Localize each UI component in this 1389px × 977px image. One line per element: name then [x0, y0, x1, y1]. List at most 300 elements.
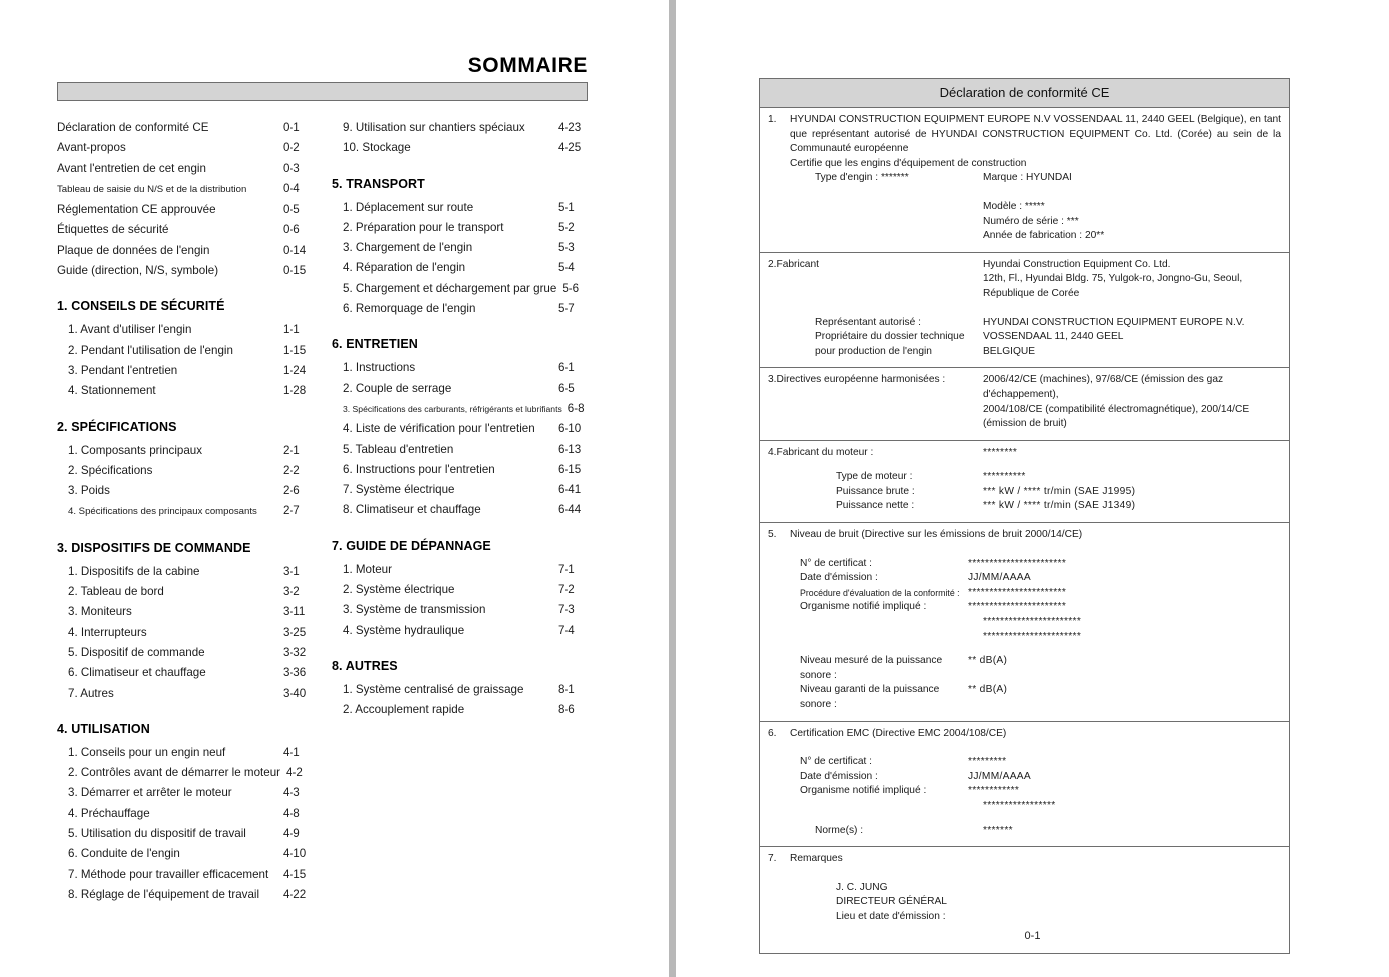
toc-entry-label: 4. Système hydraulique [343, 623, 465, 637]
toc-entry[interactable] [332, 198, 588, 218]
ce-emc-row [768, 784, 1281, 799]
toc-dot-leader [150, 632, 280, 633]
ce-moteur-rows [768, 470, 1281, 514]
toc-entry-label: 10. Stockage [343, 141, 411, 155]
ce-row-1-paragraph: HYUNDAI CONSTRUCTION EQUIPMENT EUROPE N.V VOSSENDAAL 11, 2440 GEEL (Belgique), en tant que représentant autorisé de HYUNDAI CONSTRUCTION EQUIPMENT Co. Ltd. (Corée) au sein de la Communauté européenne [790, 114, 1281, 155]
toc-entry-page: 4-1 [283, 745, 300, 759]
toc-dot-leader [209, 168, 280, 169]
ce-row-3 [760, 368, 1289, 440]
ce-bruit-row [768, 600, 1281, 615]
toc-entry-page: 6-15 [558, 462, 582, 476]
toc-dot-leader [454, 388, 555, 389]
ce-moteur-row [768, 499, 1281, 514]
toc-entry[interactable] [332, 460, 588, 480]
toc-entry-label: 1. Dispositifs de la cabine [68, 564, 200, 578]
ce-fabricant-moteur-value: ******** [983, 446, 1018, 458]
toc-dot-leader [475, 247, 555, 248]
toc-entry-page: 2-6 [283, 484, 300, 498]
ce-fabricant-l3: République de Corée [983, 287, 1080, 299]
toc-entry[interactable] [57, 381, 313, 401]
toc-section-heading: 3. DISPOSITIFS DE COMMANDE [57, 540, 251, 555]
ce-row-4 [760, 441, 1289, 523]
toc-group [57, 420, 313, 523]
ce-row-6-number: 6. [768, 727, 777, 739]
ce-kv-value: *********************** [968, 557, 1067, 569]
page-title: SOMMAIRE [467, 54, 588, 77]
toc-dot-leader [228, 752, 280, 753]
toc-entry[interactable] [332, 399, 588, 419]
ce-kv-value: *********************** [968, 586, 1067, 598]
ce-kv-label: Type de moteur : [836, 471, 913, 483]
ce-directives-line [768, 373, 1281, 402]
toc-entry-page: 5-1 [558, 200, 575, 214]
toc-entry-label: 6. Remorquage de l'engin [343, 302, 476, 316]
ce-directives-label: 3.Directives européenne harmonisées : [768, 374, 946, 386]
toc-entry-label: 2. Spécifications [68, 463, 153, 477]
toc-entry[interactable] [332, 700, 588, 720]
toc-entry[interactable] [57, 361, 313, 381]
toc-dot-leader [456, 449, 555, 450]
toc-group [332, 337, 588, 520]
ce-directives-v1: 2006/42/CE (machines), 97/68/CE (émission des gaz d'échappement), [983, 374, 1224, 400]
ce-directives-v3: (émission de bruit) [983, 418, 1067, 430]
toc-entry-label: 7. Système électrique [343, 483, 455, 497]
toc-entry[interactable] [57, 501, 313, 522]
toc-entry-page: 4-9 [283, 827, 300, 841]
toc-entry-label: Avant-propos [57, 141, 126, 155]
toc-entry-label: Étiquettes de sécurité [57, 223, 169, 237]
ce-annee-fabrication: Année de fabrication : 20** [983, 230, 1105, 242]
toc-entry[interactable] [332, 621, 588, 641]
ce-fabricant-moteur-label: 4.Fabricant du moteur : [768, 446, 874, 458]
toc-entry-page: 4-22 [283, 887, 307, 901]
toc-dot-leader [271, 874, 280, 875]
ce-representant-line-2 [768, 330, 1281, 345]
toc-dot-leader [478, 308, 555, 309]
toc-dot-leader [538, 428, 555, 429]
ce-kv-value: ** dB(A) [968, 655, 1008, 667]
toc-dot-leader [414, 147, 555, 148]
toc-entry[interactable] [57, 763, 313, 783]
toc-entry-page: 0-2 [283, 141, 300, 155]
toc-entry[interactable] [332, 218, 588, 238]
toc-entry[interactable] [57, 159, 313, 179]
toc-entry[interactable] [332, 480, 588, 500]
ce-marque: Marque : HYUNDAI [983, 172, 1072, 184]
toc-section-heading: 8. AUTRES [332, 658, 398, 673]
toc-entry-label: 2. Couple de serrage [343, 381, 452, 395]
ce-representant-line-3 [768, 345, 1281, 360]
toc-entry-label: 8. Réglage de l'équipement de travail [68, 887, 260, 901]
ce-numero-serie: Numéro de série : *** [983, 215, 1079, 227]
ce-norme-line [768, 824, 1281, 839]
toc-entry-page: 5-3 [558, 241, 575, 255]
toc-entry-page: 2-1 [283, 443, 300, 457]
toc-entry-page: 1-28 [283, 384, 307, 398]
toc-group [57, 299, 313, 401]
toc-entry-page: 6-13 [558, 442, 582, 456]
toc-dot-leader [208, 652, 280, 653]
toc-group [332, 177, 588, 320]
ce-place-date: Lieu et date d'émission : [836, 910, 946, 922]
toc-entry-label: 4. Interrupteurs [68, 625, 147, 639]
toc-entry[interactable] [57, 481, 313, 501]
toc-dot-leader [249, 188, 280, 189]
toc-entry-page: 5-7 [558, 302, 575, 316]
toc-entry-page: 1-1 [283, 323, 300, 337]
ce-kv-label: N° de certificat : [800, 756, 873, 768]
toc-entry-label: 2. Tableau de bord [68, 585, 164, 599]
toc-entry-page: 7-4 [558, 623, 575, 637]
toc-group [57, 722, 313, 905]
toc-dot-leader [202, 571, 280, 572]
ce-emc-row [768, 770, 1281, 785]
ce-kv-label: Puissance nette : [836, 500, 915, 512]
toc-entry[interactable] [57, 461, 313, 481]
toc-group [332, 659, 588, 721]
toc-entry-page: 3-1 [283, 564, 300, 578]
ce-signer-role: DIRECTEUR GÉNÉRAL [836, 896, 947, 908]
toc-entry-page: 4-25 [558, 141, 582, 155]
toc-entry-label: Plaque de données de l'engin [57, 243, 210, 257]
toc-entry[interactable] [332, 560, 588, 580]
toc-dot-leader [395, 569, 555, 570]
ce-table-header: Déclaration de conformité CE [760, 79, 1289, 108]
toc-entry-label: 4. Préchauffage [68, 806, 150, 820]
toc-entry-label: 3. Spécifications des carburants, réfrigérants et lubrifiants [343, 403, 562, 414]
ce-modele: Modèle : ***** [983, 200, 1045, 212]
toc-entry-page: 5-2 [558, 220, 575, 234]
toc-dot-leader [194, 329, 280, 330]
ce-kv-label: Puissance brute : [836, 485, 915, 497]
toc-entry-label: 4. Réparation de l'engin [343, 261, 466, 275]
toc-entry-label: 2. Système électrique [343, 583, 455, 597]
toc-entry-label: 6. Instructions pour l'entretien [343, 462, 495, 476]
toc-entry[interactable] [332, 379, 588, 399]
toc-dot-leader [167, 591, 280, 592]
toc-entry-label: 7. Autres [68, 686, 114, 700]
ce-puissance-sonore-rows [768, 654, 1281, 712]
toc-entry-page: 2-7 [283, 504, 300, 518]
toc-entry-label: 3. Pendant l'entretien [68, 363, 178, 377]
ce-row-5-number: 5. [768, 529, 777, 541]
toc-dot-leader [418, 367, 555, 368]
toc-dot-leader [209, 672, 280, 673]
toc-columns [57, 118, 588, 905]
ce-bruit-row [768, 557, 1281, 572]
ce-emc-rows [768, 755, 1281, 799]
toc-group [332, 118, 588, 159]
toc-entry-label: 1. Déplacement sur route [343, 200, 474, 214]
ce-bruit-row [768, 571, 1281, 586]
toc-dot-leader [457, 589, 555, 590]
toc-entry-page: 8-6 [558, 703, 575, 717]
ce-kv-value: ********* [968, 756, 1007, 768]
toc-column-left [57, 118, 313, 905]
ce-bruit-rows [768, 557, 1281, 615]
toc-entry-page: 4-2 [286, 766, 303, 780]
toc-entry-page: 4-3 [283, 786, 300, 800]
ce-directives-v2: 2004/108/CE (compatibilité électromagnétique), 200/14/CE [983, 403, 1250, 415]
toc-entry[interactable] [332, 600, 588, 620]
ce-moteur-row [768, 470, 1281, 485]
toc-entry-label: 5. Chargement et déchargement par grue [343, 281, 557, 295]
toc-entry-label: 3. Démarrer et arrêter le moteur [68, 786, 232, 800]
toc-entry-page: 8-1 [558, 682, 575, 696]
toc-dot-leader [219, 209, 280, 210]
toc-entry-page: 6-1 [558, 361, 575, 375]
toc-entry-page: 1-15 [283, 343, 307, 357]
toc-dot-leader [221, 270, 280, 271]
toc-entry-page: 3-11 [283, 605, 306, 619]
toc-entry-page: 4-15 [283, 867, 307, 881]
toc-dot-leader [117, 693, 280, 694]
ce-fabricant-l1: Hyundai Construction Equipment Co. Ltd. [983, 258, 1171, 270]
toc-entry-label: 8. Climatiseur et chauffage [343, 503, 481, 517]
ce-kv-label: Procédure d'évaluation de la conformité : [800, 587, 960, 598]
toc-dot-leader [498, 469, 555, 470]
toc-entry[interactable] [57, 684, 313, 704]
toc-dot-leader [476, 207, 555, 208]
toc-entry-label: 7. Méthode pour travailler efficacement [68, 867, 269, 881]
toc-entry[interactable] [57, 179, 313, 200]
toc-group [332, 539, 588, 641]
ce-row-6 [760, 722, 1289, 848]
toc-section-heading: 7. GUIDE DE DÉPANNAGE [332, 538, 491, 553]
toc-entry[interactable] [57, 562, 313, 582]
toc-entry[interactable] [57, 663, 313, 683]
toc-dot-leader [506, 227, 555, 228]
toc-entry-label: Guide (direction, N/S, symbole) [57, 264, 219, 278]
ce-bruit-extra-2: *********************** [983, 630, 1082, 642]
toc-dot-leader [155, 470, 280, 471]
toc-entry-label: 5. Tableau d'entretien [343, 442, 454, 456]
toc-entry-label: 4. Liste de vérification pour l'entretien [343, 422, 535, 436]
toc-entry-page: 4-10 [283, 847, 307, 861]
toc-entry-label: Réglementation CE approuvée [57, 203, 216, 217]
toc-entry-label: 1. Instructions [343, 361, 416, 375]
toc-entry-page: 3-40 [283, 686, 307, 700]
ce-bruit-row [768, 586, 1281, 601]
toc-entry[interactable] [332, 299, 588, 319]
toc-entry[interactable] [57, 241, 313, 261]
toc-dot-leader [249, 833, 280, 834]
toc-entry[interactable] [332, 118, 588, 138]
toc-entry-label: 2. Préparation pour le transport [343, 220, 504, 234]
ce-emc-row [768, 755, 1281, 770]
ce-kv-value: *** kW / **** tr/min (SAE J1995) [983, 485, 1136, 497]
ce-fabricant-l2: 12th, Fl., Hyundai Bldg. 75, Yulgok-ro, Jongno-Gu, Seoul, [983, 273, 1243, 285]
toc-dot-leader [159, 390, 280, 391]
toc-entry[interactable] [57, 220, 313, 240]
toc-entry-label: 2. Accouplement rapide [343, 703, 465, 717]
page-ce-declaration [676, 0, 1389, 977]
toc-entry-label: 1. Avant d'utiliser l'engin [68, 323, 192, 337]
ce-kv-label: Date d'émission : [800, 770, 878, 782]
toc-dot-leader [526, 689, 555, 690]
ce-kv-label: Niveau mesuré de la puissance sonore : [800, 655, 943, 681]
toc-entry[interactable] [57, 261, 313, 281]
toc-dot-leader [113, 490, 280, 491]
toc-section-heading: 5. TRANSPORT [332, 176, 425, 191]
toc-dot-leader [467, 709, 555, 710]
toc-group [57, 541, 313, 704]
toc-entry-label: Avant l'entretien de cet engin [57, 161, 206, 175]
ce-proprietaire-dossier: Propriétaire du dossier technique [815, 331, 965, 343]
toc-dot-leader [488, 609, 555, 610]
toc-entry[interactable] [332, 419, 588, 439]
toc-entry-page: 2-2 [283, 463, 300, 477]
toc-dot-leader [212, 250, 280, 251]
ce-sonore-row [768, 683, 1281, 712]
ce-row-7-number: 7. [768, 853, 777, 865]
title-rule-bar [57, 82, 588, 101]
ce-emc-extra-1: ***************** [983, 799, 1056, 811]
toc-entry[interactable] [57, 138, 313, 158]
toc-entry-label: Déclaration de conformité CE [57, 121, 209, 134]
toc-dot-leader [172, 229, 281, 230]
toc-entry-label: 3. Poids [68, 484, 110, 498]
toc-entry-label: 3. Chargement de l'engin [343, 241, 473, 255]
toc-entry-label: 4. Stationnement [68, 384, 156, 398]
toc-entry[interactable] [57, 582, 313, 602]
toc-entry[interactable] [57, 441, 313, 461]
toc-entry-page: 3-25 [283, 625, 307, 639]
ce-kv-value: JJ/MM/AAAA [968, 770, 1032, 782]
ce-moteur-row [768, 485, 1281, 500]
ce-kv-label: N° de certificat : [800, 557, 873, 569]
toc-entry[interactable] [57, 602, 313, 622]
ce-kv-value: ************ [968, 785, 1020, 797]
ce-kv-value: ** dB(A) [968, 684, 1008, 696]
toc-section-heading: 2. SPÉCIFICATIONS [57, 419, 177, 434]
toc-dot-leader [528, 127, 555, 128]
toc-entry-page: 0-5 [283, 203, 300, 217]
toc-entry-label: 2. Contrôles avant de démarrer le moteur [68, 766, 281, 780]
toc-entry-page: 1-24 [283, 363, 307, 377]
toc-entry-label: 5. Dispositif de commande [68, 645, 205, 659]
page-gutter-divider [669, 0, 676, 977]
ce-signer-name: J. C. JUNG [836, 881, 888, 893]
ce-kv-value: ********** [983, 471, 1026, 483]
toc-entry-page: 3-2 [283, 585, 300, 599]
toc-entry-label: 3. Moniteurs [68, 605, 132, 619]
toc-dot-leader [235, 792, 280, 793]
toc-entry[interactable] [57, 341, 313, 361]
toc-entry[interactable] [332, 358, 588, 378]
toc-entry[interactable] [57, 643, 313, 663]
toc-entry[interactable] [332, 680, 588, 700]
toc-entry[interactable] [57, 885, 313, 905]
toc-entry-page: 0-14 [283, 243, 307, 257]
toc-entry[interactable] [332, 138, 588, 158]
ce-norme-value: ******* [983, 824, 1013, 836]
ce-fabricant-label: 2.Fabricant [768, 258, 819, 270]
toc-entry[interactable] [332, 440, 588, 460]
toc-entry-page: 3-36 [283, 666, 307, 680]
toc-entry[interactable] [57, 783, 313, 803]
toc-entry[interactable] [57, 623, 313, 643]
toc-entry-label: 3. Système de transmission [343, 603, 486, 617]
toc-column-right [332, 118, 588, 905]
toc-entry-label: 1. Conseils pour un engin neuf [68, 745, 226, 759]
toc-entry[interactable] [57, 200, 313, 220]
toc-entry[interactable] [332, 580, 588, 600]
toc-dot-leader [183, 853, 280, 854]
toc-entry-label: Tableau de saisie du N/S et de la distribution [57, 183, 247, 195]
toc-dot-leader [180, 370, 280, 371]
toc-section-heading: 6. ENTRETIEN [332, 337, 418, 352]
ce-kv-value: *********************** [968, 601, 1067, 613]
toc-section-heading: 4. UTILISATION [57, 721, 150, 736]
page-sommaire [0, 0, 669, 977]
toc-entry-label: 2. Pendant l'utilisation de l'engin [68, 343, 233, 357]
toc-entry[interactable] [57, 118, 313, 138]
toc-dot-leader [457, 489, 555, 490]
ce-kv-label: Date d'émission : [800, 572, 878, 584]
ce-norme-label: Norme(s) : [815, 824, 864, 836]
toc-entry-page: 0-4 [283, 181, 300, 195]
toc-entry[interactable] [57, 844, 313, 864]
toc-entry-label: 4. Spécifications des principaux composants [68, 506, 257, 518]
toc-entry-page: 6-44 [558, 503, 582, 517]
ce-bruit-extra-1: *********************** [983, 616, 1082, 628]
toc-entry[interactable] [57, 320, 313, 340]
ce-declaration-table [759, 78, 1290, 954]
toc-dot-leader [262, 894, 280, 895]
toc-entry[interactable] [332, 500, 588, 520]
toc-entry-page: 0-3 [283, 161, 300, 175]
ce-representant-label: Représentant autorisé : [815, 316, 921, 328]
toc-entry[interactable] [332, 238, 588, 258]
toc-entry-page: 3-32 [283, 645, 307, 659]
toc-entry-label: 6. Conduite de l'engin [68, 847, 180, 861]
folio-page-number: 0-1 [1024, 930, 1041, 942]
toc-dot-leader [484, 509, 555, 510]
toc-entry-page: 0-6 [283, 223, 300, 237]
toc-entry-label: 9. Utilisation sur chantiers spéciaux [343, 121, 525, 134]
toc-dot-leader [129, 147, 280, 148]
toc-entry-page: 7-3 [558, 603, 575, 617]
toc-entry[interactable] [57, 824, 313, 844]
toc-entry[interactable] [332, 279, 588, 299]
ce-certifie-line: Certifie que les engins d'équipement de construction [790, 157, 1027, 169]
toc-entry-page: 0-1 [283, 121, 300, 134]
ce-row-2 [760, 253, 1289, 369]
ce-remarques-title: Remarques [790, 853, 843, 865]
toc-entry-page: 7-2 [558, 583, 575, 597]
ce-representant-line-1 [768, 316, 1281, 331]
toc-entry-page: 5-6 [562, 281, 580, 295]
toc-dot-leader [135, 611, 280, 612]
toc-entry-page: 6-10 [558, 422, 582, 436]
ce-representant-v3: BELGIQUE [983, 345, 1036, 357]
toc-entry-label: 5. Utilisation du dispositif de travail [68, 827, 246, 841]
toc-entry[interactable] [57, 743, 313, 763]
ce-row-1-number: 1. [768, 114, 777, 125]
toc-dot-leader [211, 127, 280, 128]
toc-entry[interactable] [57, 865, 313, 885]
ce-row-1 [760, 108, 1289, 253]
toc-entry[interactable] [332, 258, 588, 278]
ce-representant-v1: HYUNDAI CONSTRUCTION EQUIPMENT EUROPE N.V. [983, 316, 1245, 328]
toc-section-heading: 1. CONSEILS DE SÉCURITÉ [57, 299, 225, 314]
toc-dot-leader [260, 510, 280, 511]
toc-entry[interactable] [57, 804, 313, 824]
toc-entry-page: 6-8 [567, 401, 585, 415]
ce-representant-v2: VOSSENDAAL 11, 2440 GEEL [983, 331, 1124, 343]
toc-group [57, 118, 313, 281]
